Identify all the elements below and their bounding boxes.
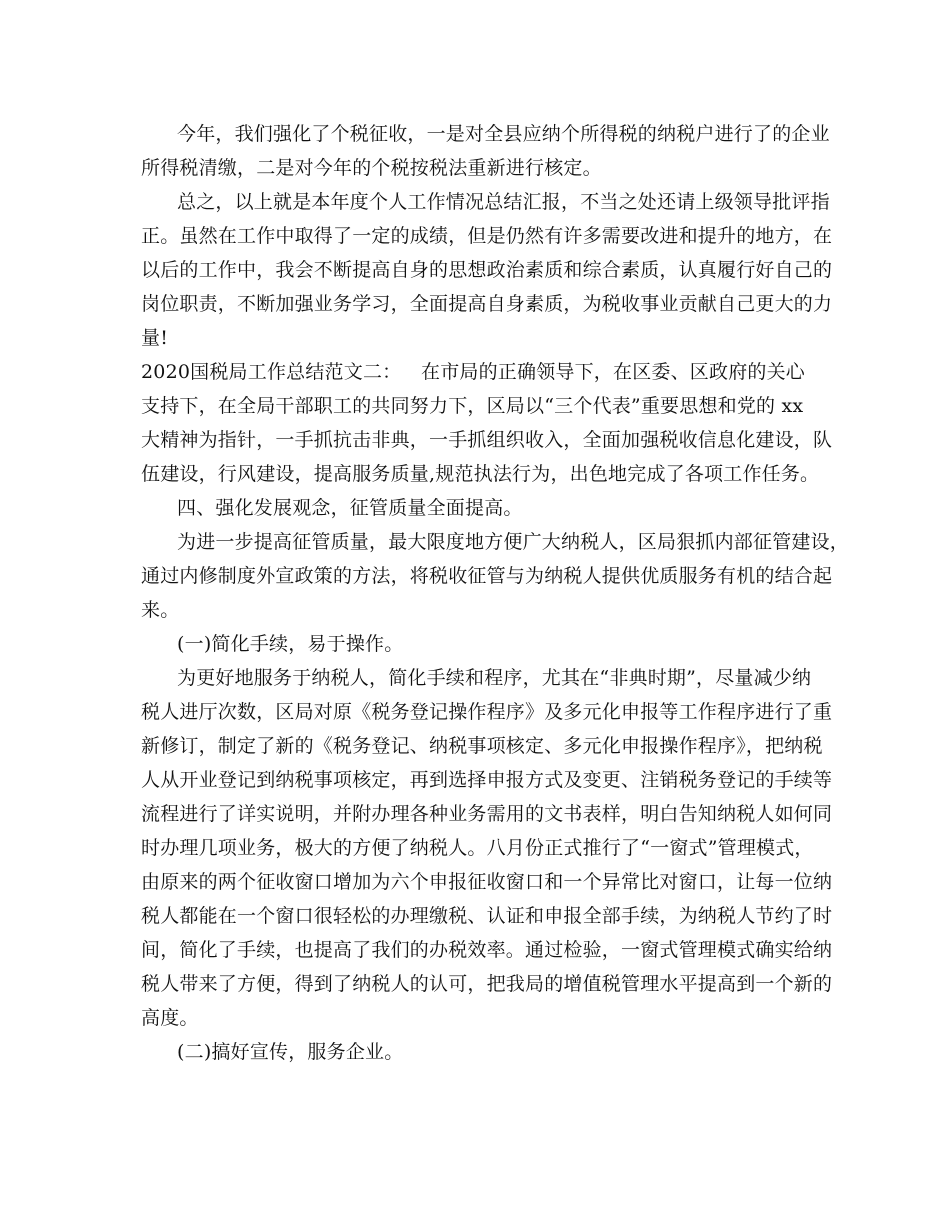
subheading-line: (二)搞好宣传，服务企业。 xyxy=(177,1041,404,1063)
paragraph-line: 流程进行了详实说明，并附办理各种业务需用的文书表样，明白告知纳税人如何同 xyxy=(141,803,833,825)
paragraph-line: 量! xyxy=(141,327,169,349)
paragraph-line: 今年，我们强化了个税征收，一是对全县应纳个所得税的纳税户进行了的企业 xyxy=(177,123,830,145)
paragraph-line: 来。 xyxy=(141,599,180,621)
paragraph-line: 新修订，制定了新的《税务登记、纳税事项核定、多元化申报操作程序》，把纳税 xyxy=(141,735,823,757)
paragraph-line: 正。虽然在工作中取得了一定的成绩，但是仍然有许多需要改进和提升的地方，在 xyxy=(141,225,833,247)
paragraph-line: 大精神为指针，一手抓抗击非典，一手抓组织收入，全面加强税收信息化建设，队 xyxy=(141,429,833,451)
paragraph-line: 高度。 xyxy=(141,1007,199,1029)
paragraph-line: 时办理几项业务，极大的方便了纳税人。八月份正式推行了“一窗式”管理模式， xyxy=(141,837,814,859)
paragraph-line: 伍建设，行风建设，提高服务质量,规范执法行为，出色地完成了各项工作任务。 xyxy=(141,463,820,485)
paragraph-line: 以后的工作中，我会不断提高自身的思想政治素质和综合素质，认真履行好自己的 xyxy=(141,259,833,281)
paragraph-line: 岗位职责，不断加强业务学习，全面提高自身素质，为税收事业贡献自己更大的力 xyxy=(141,293,833,315)
paragraph-line: 税人进厅次数，区局对原《税务登记操作程序》及多元化申报等工作程序进行了重 xyxy=(141,701,833,723)
paragraph-line: 所得税清缴，二是对今年的个税按税法重新进行核定。 xyxy=(141,157,602,179)
paragraph-line: 总之，以上就是本年度个人工作情况总结汇报，不当之处还请上级领导批评指 xyxy=(177,191,830,213)
paragraph-line: 通过内修制度外宣政策的方法，将税收征管与为纳税人提供优质服务有机的结合起 xyxy=(141,565,833,587)
paragraph-line: 由原来的两个征收窗口增加为六个申报征收窗口和一个异常比对窗口，让每一位纳 xyxy=(141,871,833,893)
subheading-line: (一)简化手续，易于操作。 xyxy=(177,633,404,655)
paragraph-line: 间，简化了手续，也提高了我们的办税效率。通过检验，一窗式管理模式确实给纳 xyxy=(141,939,833,961)
paragraph-line: 人从开业登记到纳税事项核定，再到选择申报方式及变更、注销税务登记的手续等 xyxy=(141,769,833,791)
paragraph-line: 为更好地服务于纳税人，简化手续和程序，尤其在“非典时期”，尽量减少纳 xyxy=(177,667,812,689)
section-heading-text: 在市局的正确领导下，在区委、区政府的关心 xyxy=(421,361,806,383)
paragraph-line: 为进一步提高征管质量，最大限度地方便广大纳税人，区局狠抓内部征管建设， xyxy=(177,531,850,553)
paragraph-line: 税人带来了方便，得到了纳税人的认可，把我局的增值税管理水平提高到一个新的 xyxy=(141,973,833,995)
section-heading-line xyxy=(141,355,831,389)
paragraph-line: 税人都能在一个窗口很轻松的办理缴税、认证和申报全部手续，为纳税人节约了时 xyxy=(141,905,833,927)
section-heading-label: 2020国税局工作总结范文二： xyxy=(141,361,402,383)
paragraph-line: 支持下，在全局干部职工的共同努力下，区局以“三个代表”重要思想和党的 xx xyxy=(141,395,804,417)
subheading-line: 四、强化发展观念，征管质量全面提高。 xyxy=(177,497,523,519)
